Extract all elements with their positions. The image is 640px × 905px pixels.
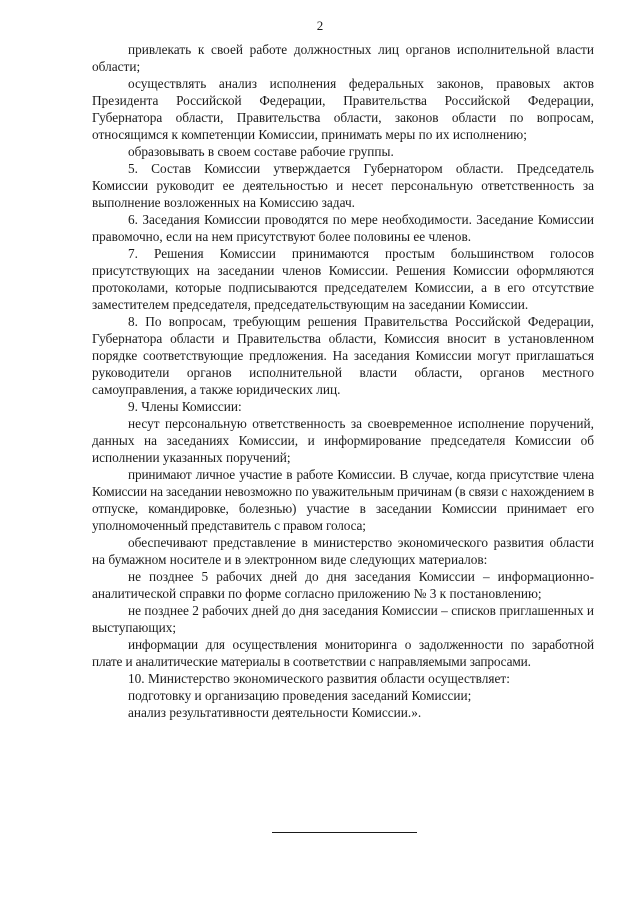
page-number: 2 (316, 18, 324, 33)
paragraph: принимают личное участие в работе Комиссии. В случае, когда присутствие члена Комиссии на заседании невозможно по уважительным причинам (в связи с нахождением в отпуске, командировке, болезнью) участие в заседании Комиссии принимает его уполномоченный представитель с правом голоса; (92, 467, 594, 533)
paragraph: не позднее 5 рабочих дней до дня заседания Комиссии – информационно-аналитической справки по форме согласно приложению № 3 к постановлению; (92, 569, 594, 601)
paragraph: образовывать в своем составе рабочие группы. (128, 144, 394, 159)
paragraph: обеспечивают представление в министерство экономического развития области на бумажном носителе и в электронном виде следующих материалов: (92, 535, 594, 567)
document-body (92, 41, 594, 721)
end-divider-line (272, 832, 417, 833)
paragraph: не позднее 2 рабочих дней до дня заседания Комиссии – списков приглашенных и выступающих; (92, 603, 594, 635)
paragraph: 6. Заседания Комиссии проводятся по мере необходимости. Заседание Комиссии правомочно, если на нем присутствуют более половины ее членов. (92, 212, 594, 244)
paragraph: осуществлять анализ исполнения федеральных законов, правовых актов Президента Российской Федерации, Правительства Российской Федерации, Губернатора области, Правительства области, законов области по вопросам, относящимся к компетенции Комиссии, принимать меры по их исполнению; (92, 76, 594, 142)
paragraph: 5. Состав Комиссии утверждается Губернатором области. Председатель Комиссии руководит ее деятельностью и несет персональную ответственность за выполнение возложенных на Комиссию задач. (92, 161, 594, 210)
paragraph: 8. По вопросам, требующим решения Правительства Российской Федерации, Губернатора области и Правительства области, Комиссия вносит в установленном порядке соответствующие предложения. На заседания Комиссии могут приглашаться руководители органов исполнительной власти области, органов местного самоуправления, а также юридических лиц. (92, 314, 594, 397)
paragraph: анализ результативности деятельности Комиссии.». (128, 705, 422, 720)
paragraph: 10. Министерство экономического развития области осуществляет: (128, 671, 510, 686)
paragraph: подготовку и организацию проведения заседаний Комиссии; (128, 688, 472, 703)
paragraph: информации для осуществления мониторинга о задолженности по заработной плате и аналитические материалы в соответствии с направляемыми запросами. (92, 637, 594, 669)
paragraph: привлекать к своей работе должностных лиц органов исполнительной власти области; (92, 42, 594, 74)
paragraph: несут персональную ответственность за своевременное исполнение поручений, данных на заседаниях Комиссии, и информирование председателя Комиссии об исполнении указанных поручений; (92, 416, 594, 465)
paragraph: 7. Решения Комиссии принимаются простым большинством голосов присутствующих на заседании членов Комиссии. Решения Комиссии оформляются протоколами, которые подписываются председателем Комиссии, а в его отсутствие заместителем председателя, председательствующим на заседании Комиссии. (92, 246, 594, 312)
paragraph: 9. Члены Комиссии: (128, 399, 242, 414)
